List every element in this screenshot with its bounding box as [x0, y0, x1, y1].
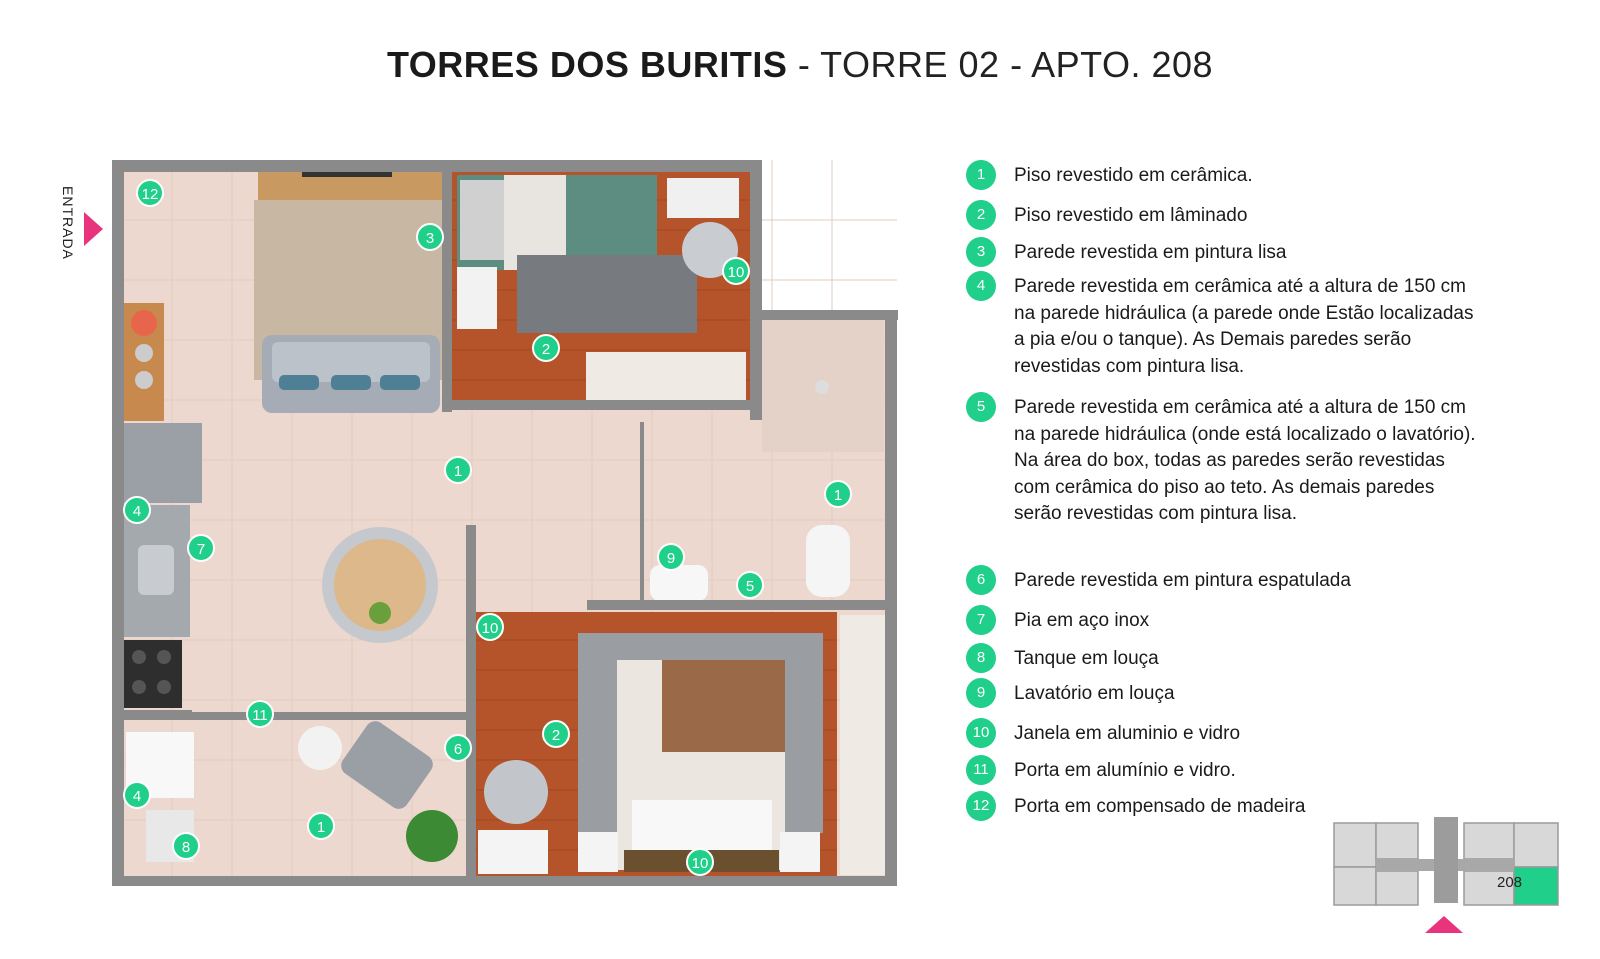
- table-plant: [369, 602, 391, 624]
- fridge: [124, 423, 202, 503]
- entrance-arrow-icon: [84, 212, 103, 246]
- marker-2: 2: [542, 720, 570, 748]
- legend-number: 5: [966, 392, 996, 422]
- toilet: [806, 525, 850, 597]
- wardrobe-2: [840, 615, 890, 875]
- legend-text: Piso revestido em lâminado: [1014, 205, 1248, 226]
- stove: [124, 640, 182, 708]
- legend-text: Parede revestida em pintura lisa: [1014, 242, 1287, 263]
- armchair-2: [484, 760, 548, 824]
- side-table: [298, 726, 342, 770]
- burner-4: [157, 680, 171, 694]
- legend-number: 6: [966, 565, 996, 595]
- marker-1: 1: [307, 812, 335, 840]
- marker-5: 5: [736, 571, 764, 599]
- legend-text: Piso revestido em cerâmica.: [1014, 165, 1253, 186]
- legend-number: 9: [966, 678, 996, 708]
- legend-text: Tanque em louça: [1014, 648, 1159, 669]
- key-plan-arrow-icon: [1425, 916, 1463, 933]
- marker-6: 6: [444, 734, 472, 762]
- bathroom-sink: [650, 565, 708, 601]
- cushion-2: [331, 375, 371, 390]
- entrance-label: [60, 186, 80, 266]
- shelf-jar-1: [135, 344, 153, 362]
- marker-7: 7: [187, 534, 215, 562]
- marker-8: 8: [172, 832, 200, 860]
- marker-10: 10: [722, 257, 750, 285]
- bed-2-pillows: [632, 800, 772, 855]
- legend-number: 7: [966, 605, 996, 635]
- wardrobe-1: [586, 352, 746, 400]
- legend-number: 12: [966, 791, 996, 821]
- burner-2: [157, 650, 171, 664]
- legend-number: 10: [966, 718, 996, 748]
- bed-2-blanket: [662, 660, 785, 752]
- page-title: [0, 44, 1600, 86]
- nightstand-3: [780, 832, 820, 872]
- legend-text: Parede revestida em cerâmica até a altura de 150 cm na parede hidráulica (onde está localizado o lavatório). Na área do box, todas as paredes serão revestidas com cerâmica do piso ao teto. As demais paredes serão revestidas com pintura lisa.: [1014, 397, 1476, 524]
- marker-2: 2: [532, 334, 560, 362]
- key-plan-unit-label: 208: [1497, 874, 1523, 891]
- cushion-1: [279, 375, 319, 390]
- legend-text: Parede revestida em cerâmica até a altura de 150 cm na parede hidráulica (a parede onde Estão localizadas a pia e/ou o tanque). As Demais paredes serão revestidas com pintura lisa.: [1014, 276, 1474, 377]
- potted-plant: [406, 810, 458, 862]
- marker-1: 1: [444, 456, 472, 484]
- marker-11: 11: [246, 700, 274, 728]
- shelf-jar-2: [135, 371, 153, 389]
- marker-10: 10: [476, 613, 504, 641]
- marker-1: 1: [824, 480, 852, 508]
- title-unit: - TORRE 02 - APTO. 208: [787, 44, 1214, 85]
- desk-1: [667, 178, 739, 218]
- legend-text: Parede revestida em pintura espatulada: [1014, 570, 1351, 591]
- bedroom-1-rug: [517, 255, 697, 333]
- shower-drain: [815, 380, 829, 394]
- marker-3: 3: [416, 223, 444, 251]
- nightstand-2: [578, 832, 618, 872]
- legend-text: Lavatório em louça: [1014, 683, 1175, 704]
- shelf-bowl: [131, 310, 157, 336]
- legend-number: 3: [966, 237, 996, 267]
- marker-4: 4: [123, 496, 151, 524]
- entrance-text: ENTRADA: [60, 186, 76, 260]
- marker-9: 9: [657, 543, 685, 571]
- nightstand-1: [457, 267, 497, 329]
- marker-12: 12: [136, 179, 164, 207]
- legend-number: 2: [966, 200, 996, 230]
- sink: [138, 545, 174, 595]
- bed-1-pillow: [460, 180, 504, 260]
- legend-number: 11: [966, 755, 996, 785]
- marker-10: 10: [686, 848, 714, 876]
- burner-1: [132, 650, 146, 664]
- tv: [302, 172, 392, 177]
- burner-3: [132, 680, 146, 694]
- cushion-3: [380, 375, 420, 390]
- floor-plan: [112, 160, 918, 890]
- legend-text: Janela em aluminio e vidro: [1014, 723, 1241, 744]
- legend-number: 8: [966, 643, 996, 673]
- marker-4: 4: [123, 781, 151, 809]
- desk-2: [478, 830, 548, 874]
- legend-number: 1: [966, 160, 996, 190]
- legend-text: Porta em alumínio e vidro.: [1014, 760, 1236, 781]
- legend-text: Porta em compensado de madeira: [1014, 796, 1306, 817]
- title-building: TORRES DOS BURITIS: [386, 44, 788, 85]
- floor-plan-drawing: [112, 160, 918, 890]
- legend-number: 4: [966, 271, 996, 301]
- legend-text: Pia em aço inox: [1014, 610, 1150, 631]
